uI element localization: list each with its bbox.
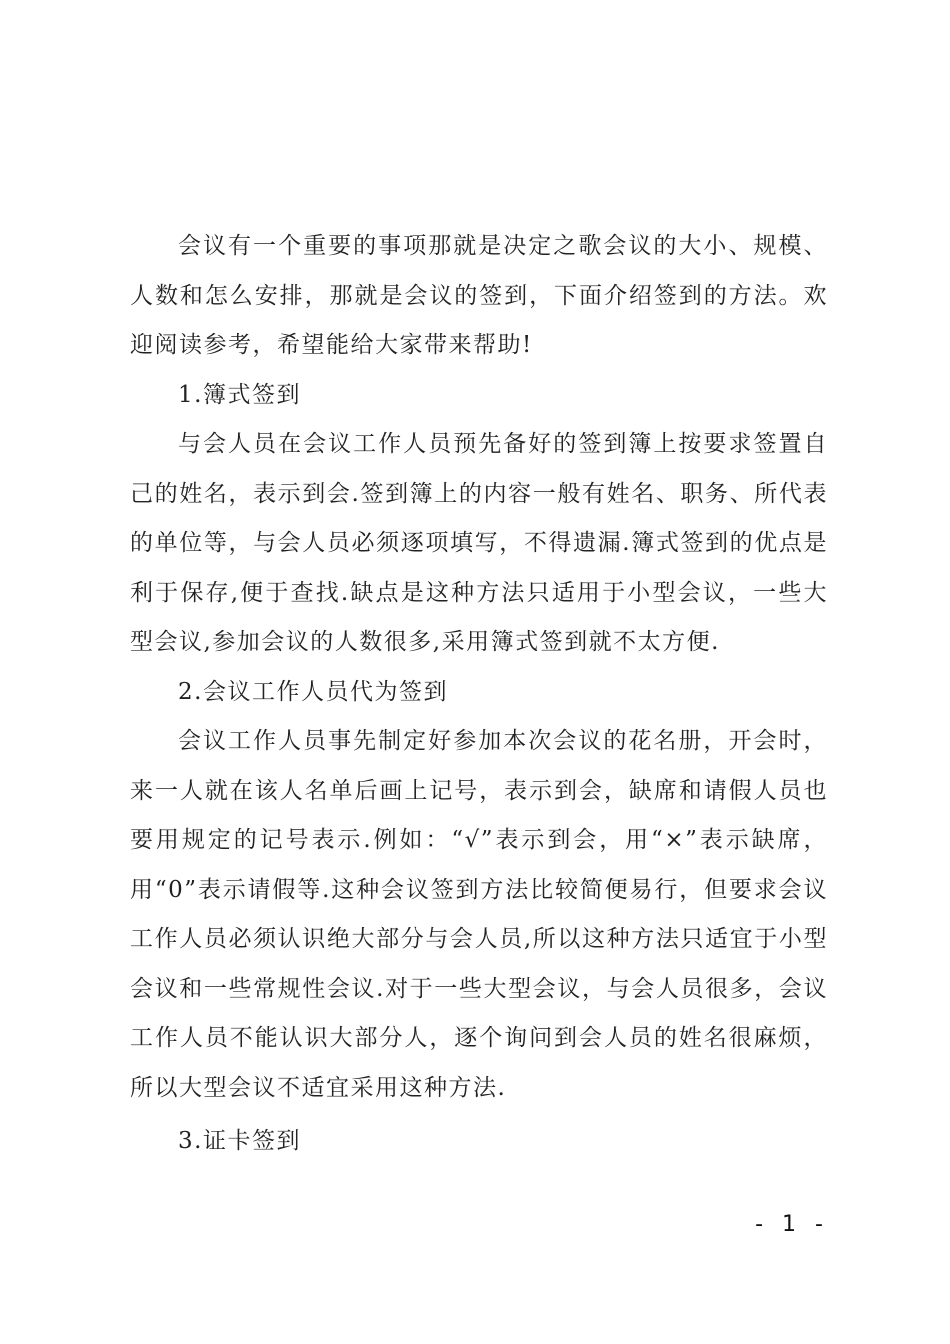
page-number: - 1 -	[755, 1212, 829, 1237]
section-paragraph-2: 会议工作人员事先制定好参加本次会议的花名册，开会时，来一人就在该人名单后画上记号，表示到会，缺席和请假人员也要用规定的记号表示.例如：“√”表示到会，用“×”表示缺席，用“0”表示请假等.这种会议签到方法比较简便易行，但要求会议工作人员必须认识绝大部分与会人员,所以这种方法只适宜于小型会议和一些常规性会议.对于一些大型会议，与会人员很多，会议工作人员不能认识大部分人，逐个询问到会人员的姓名很麻烦，所以大型会议不适宜采用这种方法.	[130, 728, 828, 1101]
section-heading-2: 2.会议工作人员代为签到	[178, 678, 448, 705]
section-heading-3: 3.证卡签到	[178, 1128, 301, 1154]
section-heading-1: 1.簿式签到	[178, 381, 301, 408]
section-paragraph-1: 与会人员在会议工作人员预先备好的签到簿上按要求签置自己的姓名，表示到会.签到簿上的内容一般有姓名、职务、所代表的单位等，与会人员必须逐项填写，不得遗漏.簿式签到的优点是利于保存,便于查找.缺点是这种方法只适用于小型会议，一些大型会议,参加会议的人数很多,采用簿式签到就不太方便.	[130, 431, 828, 655]
intro-paragraph: 会议有一个重要的事项那就是决定之歌会议的大小、规模、人数和怎么安排，那就是会议的签到，下面介绍签到的方法。欢迎阅读参考，希望能给大家带来帮助!	[130, 233, 828, 358]
document-body	[130, 222, 828, 1167]
